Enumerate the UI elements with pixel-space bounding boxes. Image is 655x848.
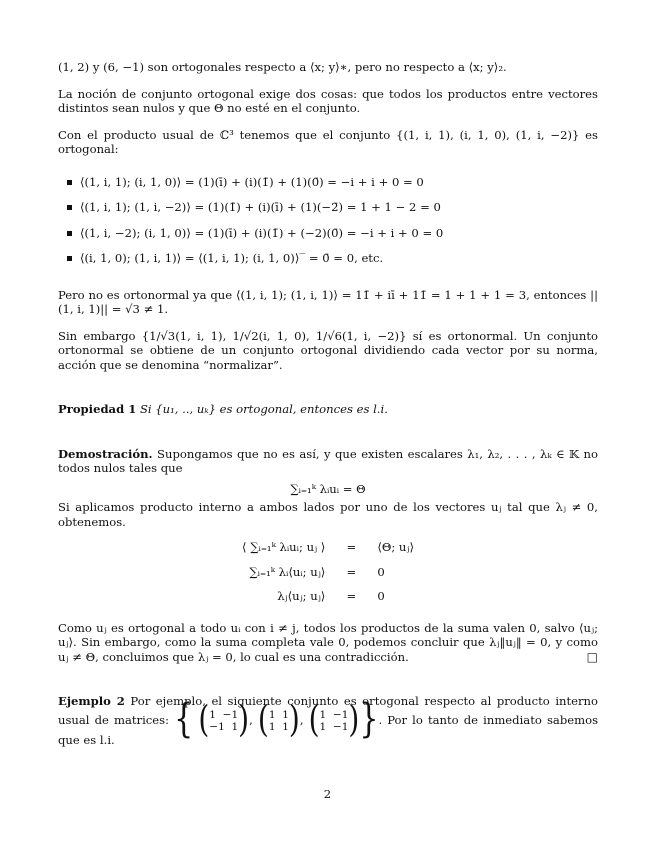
demostracion-text3: Como uⱼ es ortogonal a todo uᵢ con i ≠ j, todos los productos de la suma valen 0, salvo ⟨uⱼ; uⱼ⟩. Sin embargo, como la suma completa vale 0, podemos concluir que λⱼ‖uⱼ‖ = 0, y como uⱼ ≠ Θ, concluimos que λⱼ = 0, lo cual es una contradicción. [58,620,598,664]
bullet-item: ⟨(1, i, 1); (1, i, −2)⟩ = (1)(1̄) + (i)(ī) + (1)(−2̄) = 1 + 1 − 2 = 0 [58,200,598,215]
paragraph-ortonormal: Pero no es ortonormal ya que ⟨(1, i, 1); (1, i, 1)⟩ = 11̄ + iī + 11̄ = 1 + 1 + 1 = 3, entonces ||(1, i, 1)|| = √3 ≠ 1. [58,287,598,316]
equation-rel: = [346,540,357,554]
brace-open: { [174,695,194,744]
demostracion-conclusion [58,621,598,665]
paren-open: ( [198,698,210,741]
paragraph-conjunto-ortogonal: La noción de conjunto ortogonal exige dos cosas: que todos los productos entre vectores distintos sean nulos y que Θ no esté en el conjunto. [58,86,598,115]
paragraph-orth-example: (1, 2) y (6, −1) son ortogonales respecto a ⟨x; y⟩∗, pero no respecto a ⟨x; y⟩₂. [58,60,507,74]
equation-sum: ∑ᵢ₌₁ᵏ λᵢuᵢ = Θ [290,481,366,496]
ejemplo-text: Por ejemplo, el siguiente conjunto es ortogonal respecto al producto interno usual de matrices: [58,694,598,727]
equation-rhs: 0 [377,564,385,579]
demostracion-intro [58,447,598,476]
matrix: 1 −1 1 −1 [319,708,349,733]
bullet-item: ⟨(i, 1, 0); (1, i, 1)⟩ = ⟨(1, i, 1); (i, 1, 0)⟩‾ = 0̄ = 0, etc. [58,251,598,266]
equation-array [236,535,420,609]
propiedad-label: Propiedad 1 [58,402,137,416]
demostracion-label: Demostración. [58,446,153,461]
demostracion-text2: Si aplicamos producto interno a ambos lados por uno de los vectores uⱼ tal que λⱼ ≠ 0, obtenemos. [58,500,598,529]
matrix: 1 −1 −1 1 [209,708,239,733]
bullet-item: ⟨(1, i, 1); (i, 1, 0)⟩ = (1)(ī) + (i)(1̄) + (1)(0̄) = −i + i + 0 = 0 [58,175,598,190]
bullet-item: ⟨(1, i, −2); (i, 1, 0)⟩ = (1)(ī) + (i)(1̄) + (−2)(0̄) = −i + i + 0 = 0 [58,226,598,241]
bullet-list [58,175,598,266]
equation-row [236,560,420,585]
equation-lhs: λⱼ⟨uⱼ; uⱼ⟩ [277,589,326,603]
paragraph-c3-example: Con el producto usual de ℂ³ tenemos que el conjunto {(1, i, 1), (i, 1, 0), (1, i, −2)} es ortogonal: [58,127,598,156]
equation-rel: = [346,564,357,579]
paren-close: ) [238,698,250,741]
equation-row [236,584,420,609]
equation-rhs: 0 [377,589,385,603]
ejemplo-label: Ejemplo 2 [58,694,125,708]
equation-lhs: ∑ᵢ₌₁ᵏ λᵢ⟨uᵢ; uⱼ⟩ [249,564,326,579]
paren-open: ( [308,698,320,741]
equation-rhs: ⟨Θ; uⱼ⟩ [377,540,414,554]
paren-close: ) [288,698,300,741]
ejemplo-statement: Ejemplo 2 Por ejemplo, el siguiente conjunto es ortogonal respecto al producto interno usual de matrices: { (1 −1 −1 1), (1 1 1 1), (1 −1 1 −1)}. Por lo tanto de inmediato sabemos que es l.i. [58,694,599,747]
paren-close: ) [348,698,360,741]
ejemplo-text-after: . Por lo tanto de inmediato sabemos que es l.i. [58,712,599,747]
page-content [58,60,598,747]
propiedad-statement [58,402,598,417]
paragraph-sin-embargo: Sin embargo {1/√3(1, i, 1), 1/√2(i, 1, 0), 1/√6(1, i, −2)} sí es ortonormal. Un conjunto ortonormal se obtiene de un conjunto ortogonal dividiendo cada vector por su norma, acción que se denomina “normalizar”. [58,328,598,372]
page-number: 2 [323,787,332,801]
brace-close: } [359,695,379,744]
equation-row [236,535,420,560]
equation-lhs: ⟨ ∑ᵢ₌₁ᵏ λᵢuᵢ; uⱼ ⟩ [242,540,326,554]
propiedad-text: Si {u₁, .., uₖ} es ortogonal, entonces es l.i. [139,402,388,416]
paren-open: ( [257,698,269,741]
qed-symbol: □ [586,649,598,664]
matrix: 1 1 1 1 [268,708,289,733]
demostracion-text: Supongamos que no es así, y que existen escalares λ₁, λ₂, . . . , λₖ ∈ 𝕂 no todos nulos tales que [58,446,598,475]
equation-rel: = [346,589,357,603]
